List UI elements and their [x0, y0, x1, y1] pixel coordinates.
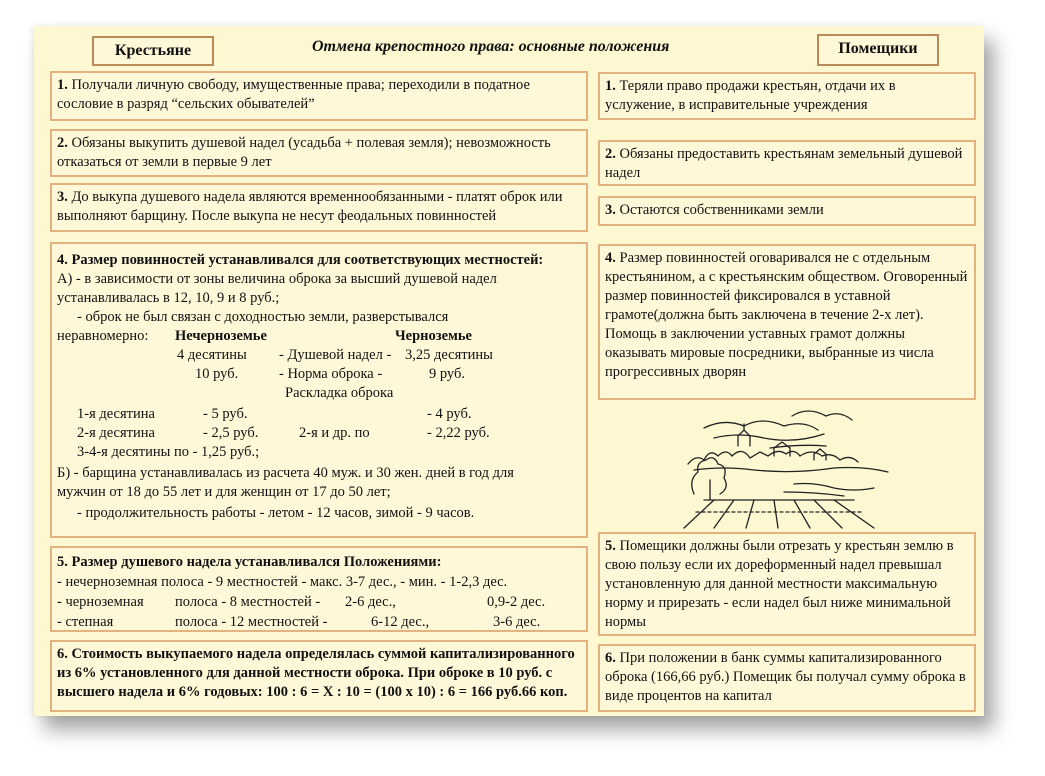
non-chernozem-allotment: 4 десятины — [177, 347, 247, 363]
non-chernozem-rate: 10 руб. — [195, 366, 239, 382]
chernozem-allotment: 3,25 десятины — [405, 347, 493, 363]
item-5-chernozem-max: 2-6 дес., — [345, 594, 396, 610]
item-5-steppe-min: 3-6 дес. — [493, 614, 541, 630]
landowners-item-1: 1. Теряли право продажи крестьян, отдачи их в услужение, в исправительные учреждения — [598, 72, 976, 120]
second-and-other: 2-я и др. по — [299, 425, 370, 441]
peasants-item-4 — [50, 242, 588, 538]
distribution-label: Раскладка оброка — [285, 385, 394, 401]
item-4-line-a2: устанавливалась в 12, 10, 9 и 8 руб.; — [57, 290, 280, 306]
item-5-steppe-max: 6-12 дес., — [371, 614, 430, 630]
second-desyatina-non: - 2,5 руб. — [203, 425, 259, 441]
item-5-chernozem-min: 0,9-2 дес. — [487, 594, 546, 610]
reform-sheet — [34, 26, 984, 716]
landowners-item-2: 2. Обязаны предоставить крестьянам земельный душевой надел — [598, 140, 976, 186]
peasants-item-6: 6. Стоимость выкупаемого надела определялась суммой капитализированного из 6% установленного для данной местности оброка. При оброке в 10 руб. с высшего надела и 6% годовых: 100 : 6 = Х : 10 = (100 х 10) : 6 = 166 руб.66 коп. — [50, 640, 588, 712]
third-fourth-desyatina: 3-4-я десятины по - 1,25 руб.; — [77, 444, 260, 460]
item-4-heading: 4. Размер повинностей устанавливался для соответствующих местностей: — [57, 252, 544, 268]
item-4-work-hours: - продолжительность работы - летом - 12 часов, зимой - 9 часов. — [77, 505, 475, 521]
first-desyatina-cher: - 4 руб. — [427, 406, 472, 422]
item-5-chernozem-label: - черноземная — [57, 594, 144, 610]
item-4-line-b2: мужчин от 18 до 55 лет и для женщин от 17 до 50 лет; — [57, 484, 391, 500]
page-title: Отмена крепостного права: основные положения — [312, 38, 670, 55]
item-4-line-a: А) - в зависимости от зоны величина оброка за высший душевой надел — [57, 271, 497, 287]
item-5-chernozem-zones: полоса - 8 местностей - — [175, 594, 321, 610]
item-5-steppe-label: - степная — [57, 614, 114, 630]
peasants-item-2: 2. Обязаны выкупить душевой надел (усадьба + полевая земля); невозможность отказаться от земли в первые 9 лет — [50, 129, 588, 177]
first-desyatina: 1-я десятина — [77, 406, 155, 422]
peasants-item-1: 1. Получали личную свободу, имущественные права; переходили в податное сословие в разряд “сельских обывателей” — [50, 71, 588, 121]
peasants-item-5 — [50, 546, 588, 632]
allotment-label: - Душевой надел - — [279, 347, 392, 363]
non-chernozem-header: Нечерноземье — [175, 328, 267, 344]
landowners-header: Помещики — [817, 34, 939, 66]
item-5-heading: 5. Размер душевого надела устанавливался Положениями: — [57, 554, 442, 570]
item-5-non-chernozem: - нечерноземная полоса - 9 местностей - макс. 3-7 дес., - мин. - 1-2,3 дес. — [57, 574, 508, 590]
landowners-item-3: 3. Остаются собственниками земли — [598, 196, 976, 226]
landowners-item-6: 6. При положении в банк суммы капитализированного оброка (166,66 руб.) Помещик бы получал сумму оброка в виде процентов на капитал — [598, 644, 976, 712]
item-4-unevenly: неравномерно: — [57, 328, 149, 344]
village-landscape-illustration — [674, 404, 904, 530]
chernozem-rate: 9 руб. — [429, 366, 465, 382]
second-desyatina-cher: - 2,22 руб. — [427, 425, 490, 441]
first-desyatina-non: - 5 руб. — [203, 406, 248, 422]
item-5-steppe-zones: полоса - 12 местностей - — [175, 614, 328, 630]
landowners-item-5: 5. Помещики должны были отрезать у крестьян землю в свою пользу если их дореформенный надел превышал установленную для данной местности максимальную норму и прирезать - если надел был ниже минимальной нормы — [598, 532, 976, 636]
item-4-line-b: Б) - барщина устанавливалась из расчета 40 муж. и 30 жен. дней в год для — [57, 465, 514, 481]
peasants-header: Крестьяне — [92, 36, 214, 66]
peasants-item-3: 3. До выкупа душевого надела являются временнообязанными - платят оброк или выполняют барщину. После выкупа не несут феодальных повинностей — [50, 183, 588, 232]
chernozem-header: Черноземье — [395, 328, 472, 344]
rate-label: - Норма оброка - — [279, 366, 383, 382]
item-4-quitrent-note: - оброк не был связан с доходностью земли, разверстывался — [77, 309, 449, 325]
landowners-item-4: 4. Размер повинностей оговаривался не с отдельным крестьянином, а с крестьянским обществом. Оговоренный размер повинностей фиксировался в уставной грамоте(должна быть заключена в течение 2-х лет). Помощь в заключении уставных грамот должны оказывать мировые посредники, выбранные из числа прогрессивных дворян — [598, 244, 976, 400]
second-desyatina: 2-я десятина — [77, 425, 155, 441]
